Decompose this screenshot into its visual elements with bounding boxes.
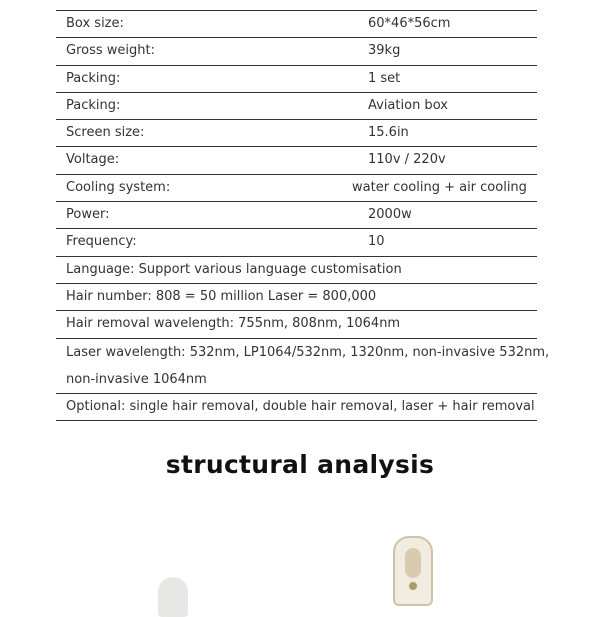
spec-value: 15.6in — [368, 125, 409, 141]
spec-label: Power: — [66, 207, 110, 223]
spec-table — [56, 10, 550, 421]
spec-label: Frequency: — [66, 234, 137, 250]
spec-value: 2000w — [368, 207, 412, 223]
spec-value: 1 set — [368, 70, 401, 86]
spec-value: water cooling + air cooling — [352, 179, 527, 195]
spec-row-packing-box — [56, 93, 537, 120]
spec-value: 10 — [368, 234, 385, 250]
spec-full-text: Optional: single hair removal, double hair removal, laser + hair removal — [66, 399, 535, 415]
spec-label: Gross weight: — [66, 43, 155, 59]
spec-value: Aviation box — [368, 97, 448, 113]
spec-label: Box size: — [66, 16, 124, 31]
spec-full-text: Language: Support various language customisation — [66, 261, 402, 277]
spec-row-screen-size — [56, 120, 537, 147]
device-image-right — [393, 536, 433, 606]
device-image-left — [158, 577, 188, 617]
device-button — [409, 582, 417, 590]
spec-value: 60*46*56cm — [368, 16, 451, 31]
spec-row-hair-number — [56, 284, 537, 311]
spec-label: Voltage: — [66, 152, 120, 168]
spec-label: Cooling system: — [66, 179, 171, 195]
spec-full-text: Laser wavelength: 532nm, LP1064/532nm, 1320nm, non-invasive 532nm, non-invasive 1064nm — [66, 344, 550, 387]
spec-row-voltage — [56, 147, 537, 174]
section-title: structural analysis — [165, 450, 435, 479]
spec-row-frequency — [56, 229, 537, 256]
spec-full-text: Hair removal wavelength: 755nm, 808nm, 1064nm — [66, 316, 401, 332]
spec-row-gross-weight — [56, 38, 537, 65]
spec-row-cooling-system — [56, 175, 537, 202]
spec-row-laser-wavelength — [56, 339, 550, 395]
spec-value: 39kg — [368, 43, 401, 59]
device-window — [405, 548, 421, 578]
spec-row-power — [56, 202, 537, 229]
spec-label: Packing: — [66, 97, 121, 113]
spec-label: Screen size: — [66, 125, 145, 141]
spec-label: Packing: — [66, 70, 121, 86]
spec-row-language — [56, 257, 537, 284]
spec-row-packing — [56, 66, 537, 93]
spec-row-optional — [56, 394, 537, 421]
spec-full-text: Hair number: 808 = 50 million Laser = 800,000 — [66, 288, 377, 304]
spec-value: 110v / 220v — [368, 152, 446, 168]
spec-row-hair-removal-wavelength — [56, 311, 537, 338]
spec-row-box-size — [56, 11, 537, 38]
